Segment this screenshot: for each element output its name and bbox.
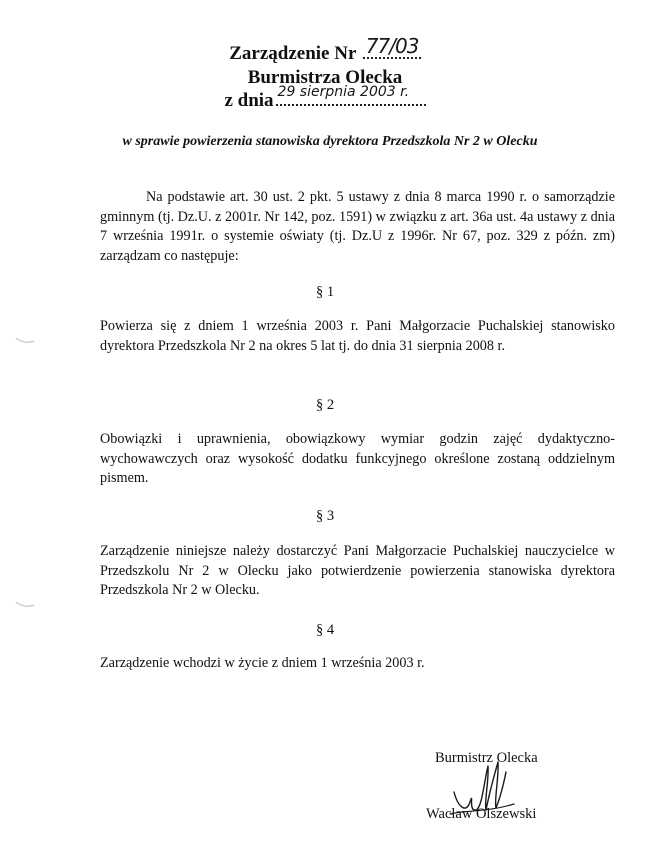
section-mark-1: § 1 [315,284,335,300]
section-text-2: Obowiązki i uprawnienia, obowiązkowy wymiar godzin zajęć dydaktyczno-wychowawczych oraz wysokość dodatku funkcyjnego określone zostaną oddzielnym pismem. [100,431,615,486]
issuing-authority: Burmistrza Olecka [247,67,403,88]
section-text-4: Zarządzenie wchodzi w życie z dniem 1 września 2003 r. [100,655,425,671]
ordinance-title-prefix: Zarządzenie Nr [229,43,357,64]
scan-artifact-icon [14,336,36,344]
handwritten-date: 29 sierpnia 2003 r. [277,84,410,100]
legal-basis-paragraph [100,188,615,266]
section-mark-2: § 2 [315,397,335,413]
signatory-role: Burmistrz Olecka [435,750,538,766]
scan-artifact-icon [14,600,36,608]
section-text-3: Zarządzenie niniejsze należy dostarczyć Pani Małgorzacie Puchalskiej nauczycielce w Przedszkolu Nr 2 w Olecku jako potwierdzenie powierzenia stanowiska dyrektora Przedszkola Nr 2 w Olecku. [100,543,615,598]
date-field [276,84,426,106]
signatory-name: Wacław Olszewski [426,806,537,822]
ordinance-title [0,34,650,65]
legal-basis-text: Na podstawie art. 30 ust. 2 pkt. 5 ustawy z dnia 8 marca 1990 r. o samorządzie gminnym (tj. Dz.U. z 2001r. Nr 142, poz. 1591) w związku z art. 36a ust. 4a ustawy z dnia 7 września 1991r. o systemie oświaty (tj. Dz.U z 1996r. Nr 67, poz. 329 z późn. zm) zarządzam co następuje: [100,189,615,264]
section-mark-3: § 3 [315,508,335,524]
subject-line: w sprawie powierzenia stanowiska dyrektora Przedszkola Nr 2 w Olecku [122,134,538,149]
number-field [363,34,421,59]
handwritten-signature-icon [448,752,518,824]
section-mark-4: § 4 [315,622,335,638]
section-text-1: Powierza się z dniem 1 września 2003 r. Pani Małgorzacie Puchalskiej stanowisko dyrektora Przedszkola Nr 2 na okres 5 lat tj. do dnia 31 sierpnia 2008 r. [100,318,615,354]
date-prefix: z dnia [224,90,274,111]
handwritten-number: 77/03 [365,34,419,58]
ordinance-date [0,84,650,112]
